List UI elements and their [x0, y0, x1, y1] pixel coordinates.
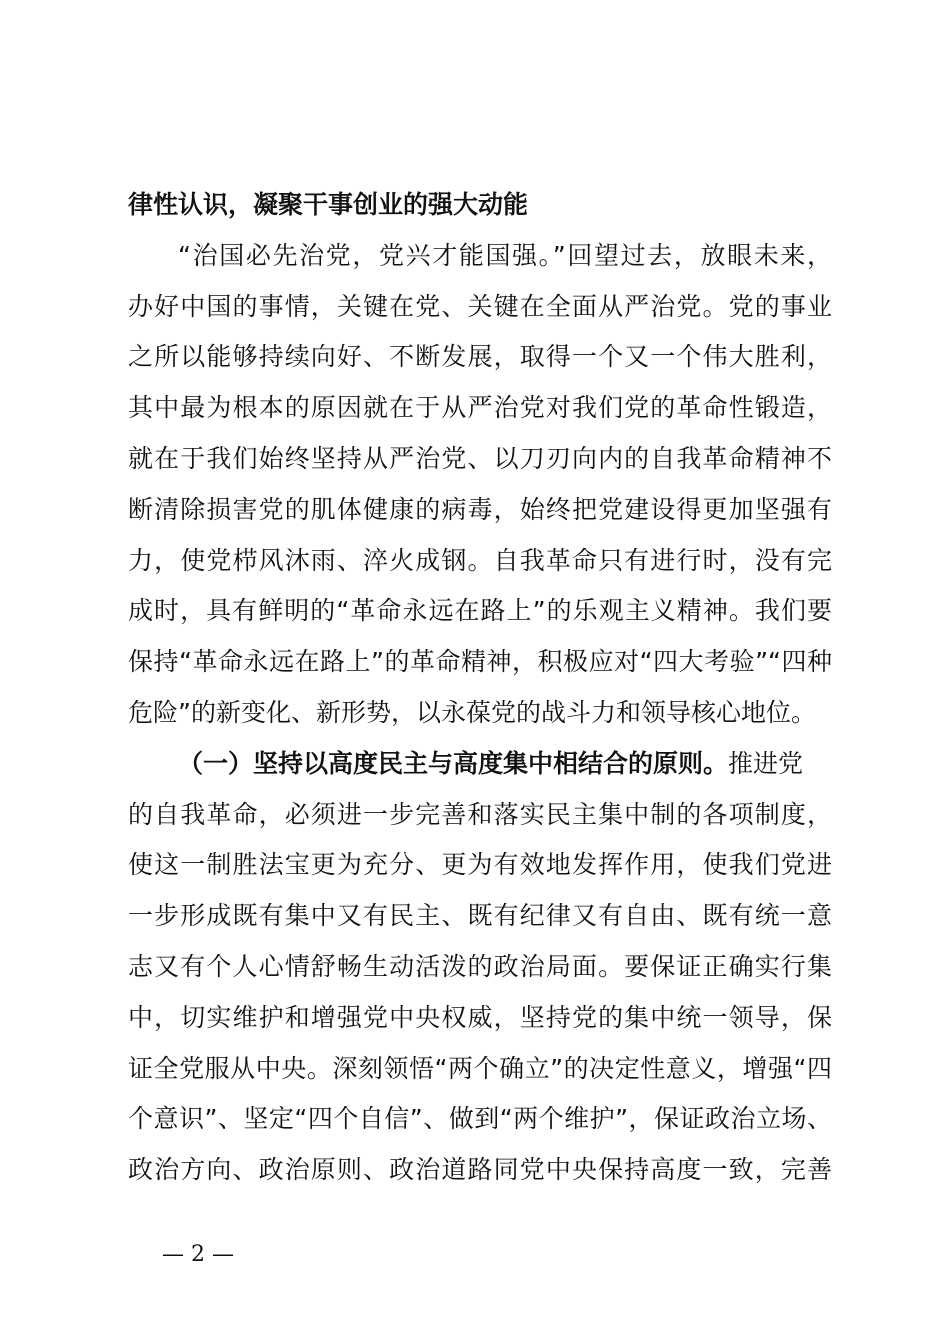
paragraph-2-line: 一步形成既有集中又有民主、既有纪律又有自由、既有统一意: [128, 901, 832, 931]
paragraph-2-line: 个意识”、坚定“四个自信”、做到“两个维护”，保证政治立场、: [128, 1104, 832, 1134]
paragraph-2-first-line: [128, 739, 832, 790]
paragraph-1-line: 断清除损害党的肌体健康的病毒，始终把党建设得更加坚强有: [128, 494, 832, 524]
paragraph-2-first-rest: 推进党: [728, 748, 804, 778]
page-number: — 2 —: [162, 1242, 234, 1267]
paragraph-1-line: 其中最为根本的原因就在于从严治党对我们党的革命性锻造，: [128, 393, 832, 423]
paragraph-1-line: 成时，具有鲜明的“革命永远在路上”的乐观主义精神。我们要: [128, 596, 832, 626]
paragraph-2-line: 政治方向、政治原则、政治道路同党中央保持高度一致，完善: [128, 1155, 832, 1185]
paragraph-1-line: 保持“革命永远在路上”的革命精神，积极应对“四大考验”“四种: [128, 647, 832, 677]
body-text: [128, 180, 832, 1196]
paragraph-1-line: 办好中国的事情，关键在党、关键在全面从严治党。党的事业: [128, 291, 832, 321]
paragraph-2-line: 中，切实维护和增强党中央权威，坚持党的集中统一领导，保: [128, 1002, 832, 1032]
paragraph-1-line: 之所以能够持续向好、不断发展，取得一个又一个伟大胜利，: [128, 342, 832, 372]
paragraph-2-line: 志又有个人心情舒畅生动活泼的政治局面。要保证正确实行集: [128, 951, 832, 981]
section-heading-continuation: 律性认识，凝聚干事创业的强大动能: [128, 190, 529, 219]
paragraph-1-line: “治国必先治党，党兴才能国强。”回望过去，放眼未来，: [178, 240, 832, 270]
paragraph-2-bold-lead: （一）坚持以高度民主与高度集中相结合的原则。: [178, 748, 729, 778]
paragraph-2-line: 的自我革命，必须进一步完善和落实民主集中制的各项制度，: [128, 799, 832, 829]
paragraph-2-line: 使这一制胜法宝更为充分、更为有效地发挥作用，使我们党进: [128, 850, 832, 880]
paragraph-1-line: 力，使党栉风沐雨、淬火成钢。自我革命只有进行时，没有完: [128, 545, 832, 575]
paragraph-1-line: 就在于我们始终坚持从严治党、以刀刃向内的自我革命精神不: [128, 443, 832, 473]
paragraph-1-line: 危险”的新变化、新形势，以永葆党的战斗力和领导核心地位。: [128, 697, 816, 727]
paragraph-2-line: 证全党服从中央。深刻领悟“两个确立”的决定性意义，增强“四: [128, 1053, 832, 1083]
